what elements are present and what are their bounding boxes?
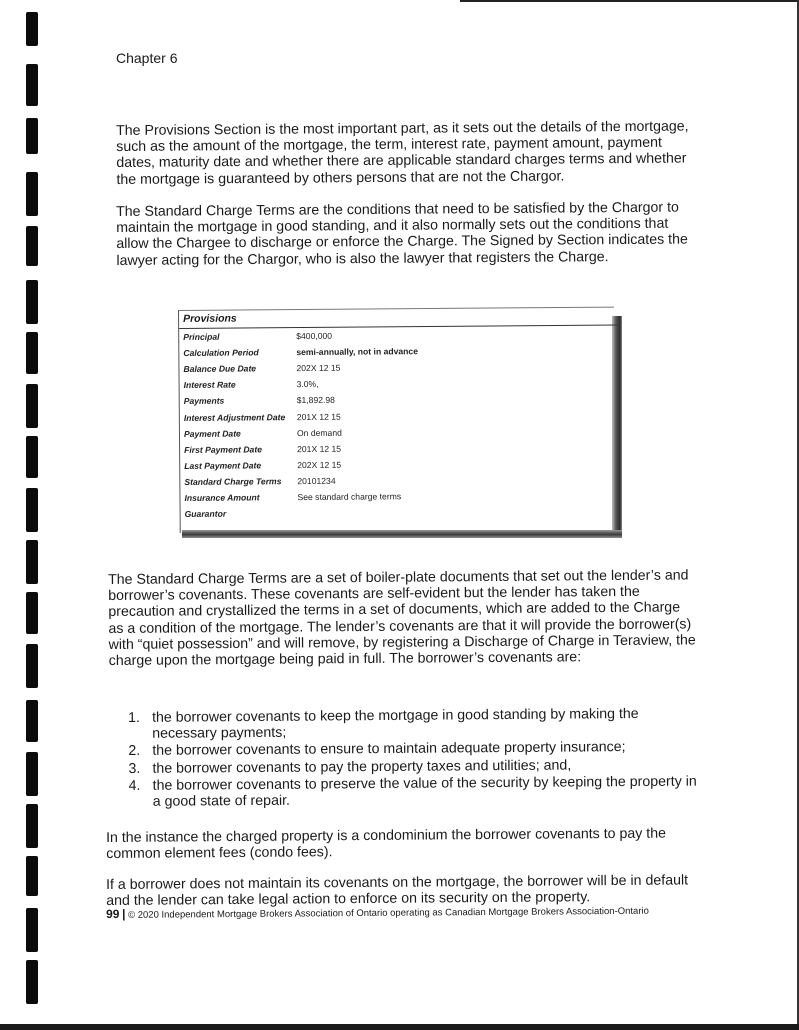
paragraph-condominium: In the instance the charged property is a condominium the borrower covenants to pay the common element fees (condo fees). (106, 825, 667, 863)
binder-punch-mark (26, 436, 38, 478)
provisions-label: Interest Adjustment Date (183, 411, 286, 423)
binder-punch-mark (26, 12, 38, 46)
binder-punch-mark (26, 856, 38, 896)
list-item-text: the borrower covenants to ensure to maintain adequate property insurance; (152, 739, 626, 760)
provisions-value: $1,892.98 (296, 395, 335, 406)
provisions-label: Payments (183, 396, 225, 407)
provisions-value: 202X 12 15 (296, 362, 341, 374)
provisions-label: Principal (183, 331, 220, 343)
binder-punch-mark (26, 172, 38, 216)
provisions-label: First Payment Date (184, 444, 262, 455)
binder-punch-mark (26, 700, 38, 742)
list-item-number: 2. (128, 743, 141, 760)
provisions-value: 202X 12 15 (297, 459, 342, 470)
provisions-value: $400,000 (296, 330, 333, 342)
binder-punch-mark (26, 540, 38, 584)
paragraph-covenants-intro: The Standard Charge Terms are a set of boiler-plate documents that set out the lender’s and borrower’s covenants. These covenants are self-evident but the lender has taken the precaution and crystallized the terms in a set of documents, which are added to the Charge as a condition of the mortgage. The lender’s covenants are that it will provide the borrower(s) with “quiet possession” and will remove, by registering a Discharge of Charge in Teraview, the charge upon the mortgage being paid in full. The borrower’s covenants are: (108, 567, 696, 670)
provisions-value: 201X 12 15 (297, 443, 342, 454)
provisions-value: 201X 12 15 (296, 411, 341, 422)
binder-punch-mark (26, 118, 38, 154)
list-item-text: the borrower covenants to keep the mortgage in good standing by making the necessary payments; (151, 705, 639, 743)
provisions-label: Payment Date (183, 428, 241, 439)
provisions-label: Guarantor (184, 508, 227, 520)
provisions-row (181, 503, 616, 523)
list-item-number: 4. (128, 777, 141, 794)
binder-punch-mark (26, 752, 38, 796)
list-item-text: the borrower covenants to pay the property taxes and utilities; and, (152, 757, 572, 777)
paragraph-default: If a borrower does not maintain its covenants on the mortgage, the borrower will be in default and the lender can take legal action to enforce on its security on the property. (106, 872, 689, 910)
binder-punch-mark (26, 332, 38, 374)
page-number: 99 (106, 906, 120, 921)
binder-punch-mark (26, 644, 38, 688)
binder-punch-mark (26, 226, 38, 266)
chapter-heading: Chapter 6 (116, 50, 178, 66)
page-edge-top (460, 0, 799, 2)
list-item (129, 773, 699, 810)
binder-punch-mark (26, 280, 38, 324)
footer-separator: | (121, 906, 126, 921)
provisions-label: Balance Due Date (183, 363, 257, 375)
provisions-label: Interest Rate (183, 379, 236, 391)
binder-punch-mark (26, 960, 38, 1004)
covenants-list (128, 706, 699, 812)
provisions-title: Provisions (179, 308, 617, 329)
provisions-label: Insurance Amount (184, 492, 260, 503)
provisions-value: On demand (296, 427, 342, 438)
list-item-number: 1. (128, 709, 140, 726)
provisions-value: 3.0%, (296, 379, 319, 390)
provisions-rows (179, 326, 616, 523)
paragraph-standard-charge-terms: The Standard Charge Terms are the conditions that need to be satisfied by the Chargor to maintain the mortgage in good standing, and it also normally sets out the conditions that allow the Chargee to discharge or enforce the Charge. The Signed by Section indicates the lawyer acting for the Chargor, who is also the lawyer that registers the Charge. (116, 199, 688, 269)
list-item-text: the borrower covenants to preserve the value of the security by keeping the property in a good state of repair. (152, 773, 697, 810)
provisions-value: 20101234 (297, 475, 336, 486)
copyright-notice: © 2020 Independent Mortgage Brokers Association of Ontario operating as Canadian Mortgage Brokers Association-Ontario (128, 905, 649, 921)
binder-punch-mark (26, 64, 38, 106)
provisions-panel (178, 307, 616, 533)
list-item-number: 3. (128, 760, 141, 777)
binder-punch-mark (26, 384, 38, 428)
binder-punch-mark (26, 804, 38, 848)
provisions-value: semi-annually, not in advance (296, 346, 418, 358)
binder-punch-mark (26, 488, 38, 532)
provisions-label: Last Payment Date (184, 460, 262, 471)
provisions-value: See standard charge terms (297, 491, 402, 503)
paragraph-provisions-section: The Provisions Section is the most important part, as it sets out the details of the mortgage, such as the amount of the mortgage, the term, interest rate, payment amount, payment dates, maturity date and whether there are applicable standard charges terms and whether the mortgage is guaranteed by others persons that are not the Chargor. (116, 118, 689, 188)
provisions-label: Standard Charge Terms (184, 476, 282, 487)
binder-punch-mark (26, 908, 38, 952)
page-edge-bottom (0, 1024, 799, 1030)
binder-punch-mark (26, 592, 38, 634)
provisions-label: Calculation Period (183, 347, 259, 359)
list-item (128, 706, 698, 743)
